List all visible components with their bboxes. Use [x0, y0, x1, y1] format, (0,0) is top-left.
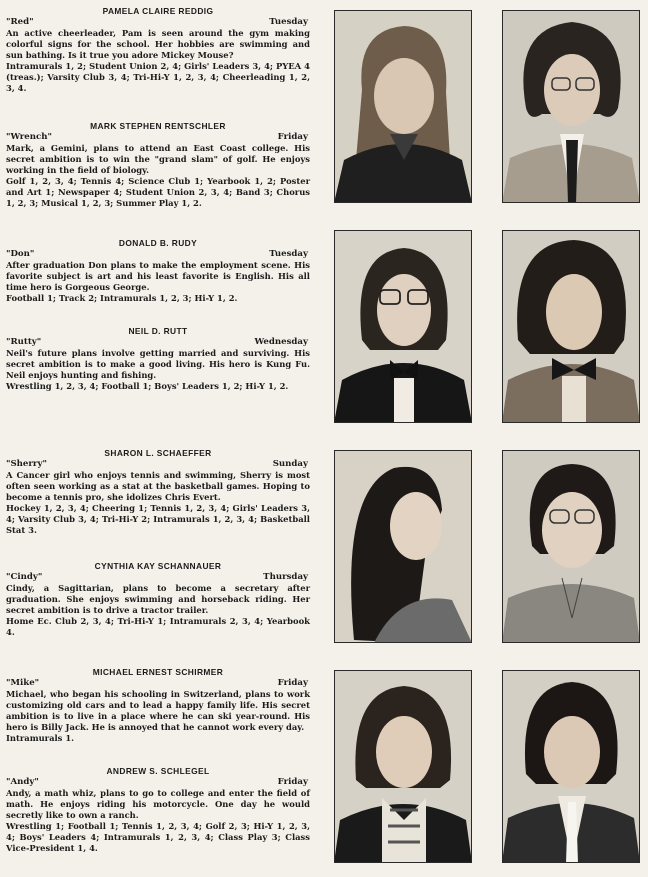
bio-text: After graduation Don plans to make the employment scene. His favorite subject is art and his least favorite is English. His all time hero is Gorgeous George. — [6, 260, 310, 292]
student-entry — [6, 448, 310, 535]
nickname: "Red" — [6, 17, 34, 27]
birth-day: Wednesday — [254, 337, 308, 347]
birth-day: Friday — [277, 132, 308, 142]
bio-text: Mark, a Gemini, plans to attend an East Coast college. His secret ambition is to win the "grand slam" of golf. He enjoys working in the field of biology. — [6, 143, 310, 175]
portrait-photo — [334, 230, 472, 423]
portrait-photo — [502, 450, 640, 643]
bio-text: An active cheerleader, Pam is seen around the gym making colorful signs for the school. Her hobbies are swimming and sun bathing. Is it true you adore Mickey Mouse? — [6, 28, 310, 60]
portrait-photo — [502, 230, 640, 423]
portrait-photo — [334, 10, 472, 203]
portrait-photo — [334, 450, 472, 643]
activities: Hockey 1, 2, 3, 4; Cheering 1; Tennis 1, 2, 3, 4; Girls' Leaders 3, 4; Varsity Club 3, 4; Tri-Hi-Y 2; Intramurals 1, 2, 3, 4; Basketball Stat 3. — [6, 502, 310, 535]
portrait-photo — [502, 10, 640, 203]
bio-text: Neil's future plans involve getting married and surviving. His secret ambition is to make a good living. His hero is Kung Fu. Neil enjoys hunting and fishing. — [6, 348, 310, 380]
activities: Golf 1, 2, 3, 4; Tennis 4; Science Club 1; Yearbook 1, 2; Poster and Art 1; Newspaper 4; Student Union 2, 3, 4; Band 3; Chorus 1, 2, 3; Musical 1, 2, 3; Summer Play 1, 2. — [6, 175, 310, 208]
nickname: "Mike" — [6, 678, 40, 688]
activities: Intramurals 1, 2; Student Union 2, 4; Girls' Leaders 3, 4; PYEA 4 (treas.); Varsity Club 3, 4; Tri-Hi-Y 1, 2, 3, 4; Cheerleading 1, 2, 3, 4. — [6, 60, 310, 93]
student-name: MICHAEL ERNEST SCHIRMER — [92, 667, 224, 677]
birth-day: Tuesday — [269, 249, 308, 259]
student-name: CYNTHIA KAY SCHANNAUER — [94, 561, 222, 571]
student-entry — [6, 121, 310, 208]
birth-day: Tuesday — [269, 17, 308, 27]
student-entry — [6, 766, 310, 853]
student-name: PAMELA CLAIRE REDDIG — [102, 6, 214, 16]
activities: Home Ec. Club 2, 3, 4; Tri-Hi-Y 1; Intramurals 2, 3, 4; Yearbook 4. — [6, 615, 310, 637]
activities: Intramurals 1. — [6, 732, 75, 743]
nickname: "Sherry" — [6, 459, 47, 469]
bio-text: Cindy, a Sagittarian, plans to become a secretary after graduation. She enjoys swimming and horseback riding. Her secret ambition is to drive a tractor trailer. — [6, 583, 310, 615]
portrait-photo — [502, 670, 640, 863]
activities: Wrestling 1; Football 1; Tennis 1, 2, 3, 4; Golf 2, 3; Hi-Y 1, 2, 3, 4; Boys' Leaders 4; Intramurals 1, 2, 3, 4; Class Play 3; Class Vice-President 1, 4. — [6, 820, 310, 853]
nickname: "Andy" — [6, 777, 39, 787]
birth-day: Friday — [277, 678, 308, 688]
portrait-photo — [334, 670, 472, 863]
nickname: "Rutty" — [6, 337, 42, 347]
nickname: "Don" — [6, 249, 35, 259]
nickname: "Cindy" — [6, 572, 43, 582]
birth-day: Friday — [277, 777, 308, 787]
student-name: ANDREW S. SCHLEGEL — [106, 766, 210, 776]
student-entry — [6, 561, 310, 638]
student-entry — [6, 667, 310, 744]
nickname: "Wrench" — [6, 132, 52, 142]
activities: Wrestling 1, 2, 3, 4; Football 1; Boys' Leaders 1, 2; Hi-Y 1, 2. — [6, 380, 289, 391]
bio-text: Michael, who began his schooling in Switzerland, plans to work customizing old cars and to lead a happy family life. His secret ambition is to live in a place where he can ski year-round. His hero is Billy Jack. He is annoyed that he cannot work every day. — [6, 689, 310, 732]
student-entry — [6, 326, 310, 392]
student-name: SHARON L. SCHAEFFER — [104, 448, 212, 458]
student-entry — [6, 6, 310, 93]
student-name: DONALD B. RUDY — [118, 238, 198, 248]
activities: Football 1; Track 2; Intramurals 1, 2, 3; Hi-Y 1, 2. — [6, 292, 238, 303]
bio-text: Andy, a math whiz, plans to go to college and enter the field of math. He enjoys riding his motorcycle. One day he would secretly like to own a ranch. — [6, 788, 310, 820]
student-name: MARK STEPHEN RENTSCHLER — [90, 121, 226, 131]
birth-day: Thursday — [263, 572, 308, 582]
student-name: NEIL D. RUTT — [128, 326, 188, 336]
birth-day: Sunday — [272, 459, 308, 469]
bio-text: A Cancer girl who enjoys tennis and swimming, Sherry is most often seen working as a stat at the basketball games. Hoping to become a tennis pro, she idolizes Chris Evert. — [6, 470, 310, 502]
student-entry — [6, 238, 310, 304]
